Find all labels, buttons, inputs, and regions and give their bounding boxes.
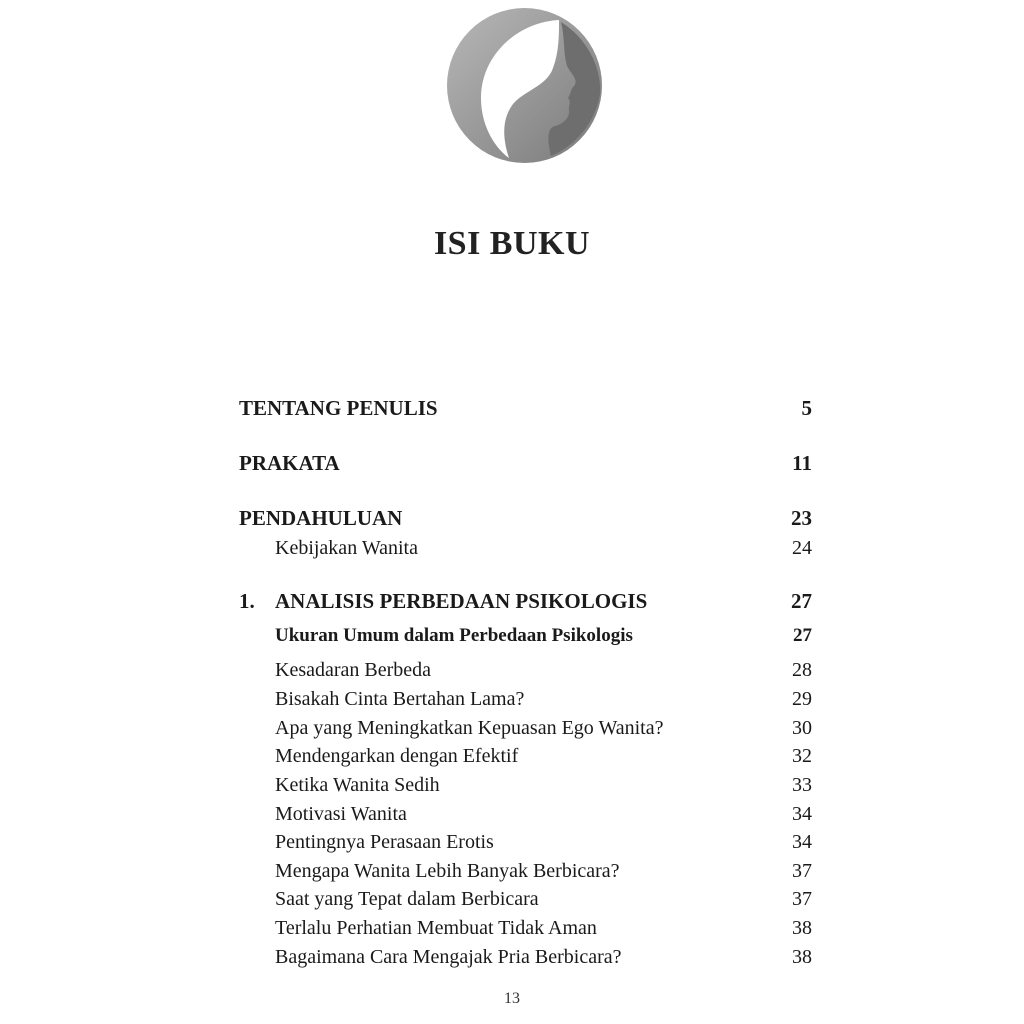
toc-entry-tentang-penulis[interactable] [239, 396, 812, 424]
toc-entry-label: Mengapa Wanita Lebih Banyak Berbicara? [275, 860, 620, 882]
toc-entry-page: 30 [792, 717, 812, 739]
woman-profile-icon [447, 8, 602, 163]
toc-entry-page: 37 [792, 888, 812, 910]
toc-entry[interactable] [239, 803, 812, 831]
toc-entry[interactable] [239, 774, 812, 802]
toc-entry-page: 34 [792, 803, 812, 825]
toc-entry-chapter-1[interactable] [239, 589, 812, 617]
toc-entry-label: PRAKATA [239, 451, 340, 475]
toc-entry[interactable] [239, 745, 812, 773]
toc-entry[interactable] [239, 688, 812, 716]
toc-entry-page: 38 [792, 946, 812, 968]
toc-entry[interactable] [239, 717, 812, 745]
toc-entry-label: Bisakah Cinta Bertahan Lama? [275, 688, 525, 710]
toc-entry-page: 27 [793, 625, 812, 646]
toc-entry-page: 27 [791, 589, 812, 613]
toc-entry-label: Ukuran Umum dalam Perbedaan Psikologis [275, 625, 633, 646]
toc-entry-page: 38 [792, 917, 812, 939]
toc-entry-label: Ketika Wanita Sedih [275, 774, 440, 796]
page-title: ISI BUKU [433, 225, 591, 262]
toc-entry-label: Saat yang Tepat dalam Berbicara [275, 888, 539, 910]
toc-entry[interactable] [239, 659, 812, 687]
toc-entry-page: 24 [792, 537, 812, 559]
toc-entry[interactable] [239, 831, 812, 859]
toc-entry-page: 5 [801, 396, 812, 420]
toc-entry-page: 37 [792, 860, 812, 882]
toc-entry-label: Mendengarkan dengan Efektif [275, 745, 519, 767]
toc-entry[interactable] [239, 946, 812, 974]
toc-entry-kebijakan-wanita[interactable] [239, 537, 812, 565]
toc-entry-label: Kesadaran Berbeda [275, 659, 432, 681]
toc-entry-pendahuluan[interactable] [239, 506, 812, 534]
toc-entry-label: Pentingnya Perasaan Erotis [275, 831, 494, 853]
toc-entry-label: Bagaimana Cara Mengajak Pria Berbicara? [275, 946, 622, 968]
toc-entry-label: Motivasi Wanita [275, 803, 407, 825]
toc-entry[interactable] [239, 917, 812, 945]
toc-entry-label: ANALISIS PERBEDAAN PSIKOLOGIS [275, 589, 648, 613]
toc-entry-label: PENDAHULUAN [239, 506, 403, 530]
toc-entry-page: 23 [791, 506, 812, 530]
toc-entry[interactable] [239, 888, 812, 916]
toc-entry-label: TENTANG PENULIS [239, 396, 438, 420]
toc-entry-label: Apa yang Meningkatkan Kepuasan Ego Wanita? [275, 717, 664, 739]
toc-entry-prakata[interactable] [239, 451, 812, 479]
toc-entry-page: 33 [792, 774, 812, 796]
page-number: 13 [504, 990, 520, 1007]
toc-entry-page: 11 [792, 451, 812, 475]
toc-entry-label: Terlalu Perhatian Membuat Tidak Aman [275, 917, 597, 939]
toc-entry-section-ukuran-umum[interactable] [239, 625, 812, 653]
toc-entry[interactable] [239, 860, 812, 888]
toc-entry-page: 34 [792, 831, 812, 853]
toc-entry-page: 32 [792, 745, 812, 767]
toc-entry-page: 29 [792, 688, 812, 710]
toc-entry-page: 28 [792, 659, 812, 681]
chapter-number: 1. [239, 589, 255, 613]
toc-entry-label: Kebijakan Wanita [275, 537, 418, 559]
